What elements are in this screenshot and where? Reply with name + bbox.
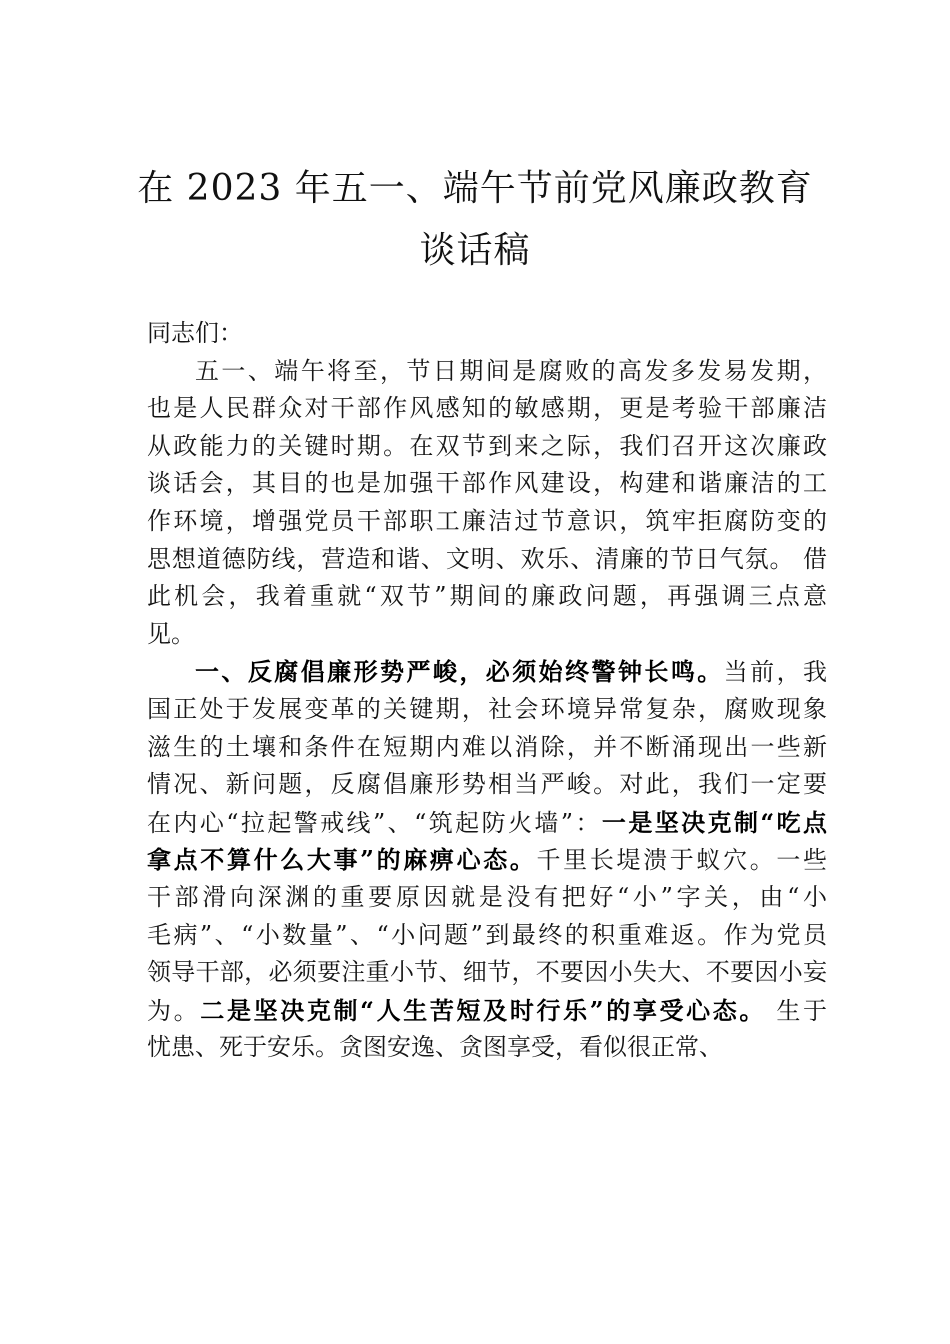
text-segment: 忧患、死于安乐。贪图安逸、贪图享受，看似很正常、 [147,1033,723,1062]
text-line [147,503,827,541]
text-line [147,691,827,729]
text-segment: 情况、新问题，反腐倡廉形势相当严峻。对此，我们一定要 [147,770,827,799]
text-segment: 见。 [147,619,195,648]
text-segment: 为。 [147,996,201,1025]
text-line [147,653,827,691]
text-line [147,390,827,428]
document-body [147,315,827,1067]
text-segment: 毛病”、“小数量”、“小问题”到最终的积重难返。作为党员 [147,920,827,949]
text-line [147,954,827,992]
text-line [147,992,827,1030]
text-line [147,879,827,917]
text-segment: 作环境，增强党员干部职工廉洁过节意识，筑牢拒腐防变的 [147,506,827,535]
text-line [147,428,827,466]
text-segment: 从政能力的关键时期。在双节到来之际，我们召开这次廉政 [147,431,827,460]
text-segment: 千里长堤溃于蚁穴。一些 [536,846,828,875]
speech-text [147,353,827,1067]
text-line [147,917,827,955]
text-segment: 五一、端午将至，节日期间是腐败的高发多发易发期， [195,356,827,385]
document-title-line-1: 在 2023 年五一、端午节前党风廉政教育 [137,168,813,209]
text-segment: 生于 [766,996,827,1025]
text-line [147,353,827,391]
text-line [147,465,827,503]
bold-text-segment: 一、反腐倡廉形势严峻，必须始终警钟长鸣。 [195,657,724,687]
text-segment: 滋生的土壤和条件在短期内难以消除，并不断涌现出一些新 [147,732,827,761]
bold-text-segment: 一是坚决克制“吃点 [601,807,828,837]
document-title-line-2: 谈话稿 [419,230,531,271]
text-segment: 思想道德防线，营造和谐、文明、欢乐、清廉的节日气氛。 借 [147,544,827,573]
text-segment: 此机会，我着重就“双节”期间的廉政问题，再强调三点意 [147,582,827,611]
text-segment: 也是人民群众对干部作风感知的敏感期，更是考验干部廉洁 [147,394,827,423]
salutation: 同志们： [147,319,243,347]
text-segment: 谈话会，其目的也是加强干部作风建设，构建和谐廉洁的工 [147,469,827,498]
bold-text-segment: 拿点不算什么大事”的麻痹心态。 [147,845,537,875]
text-line [147,541,827,579]
text-segment: 干部滑向深渊的重要原因就是没有把好“小”字关，由“小 [147,882,827,911]
text-line [147,578,827,616]
text-line [147,616,827,654]
text-line [147,729,827,767]
text-segment: 国正处于发展变革的关键期，社会环境异常复杂，腐败现象 [147,694,827,723]
text-segment: 在内心“拉起警戒线”、“筑起防火墙”： [147,808,602,837]
text-line [147,804,827,842]
text-line [147,1029,827,1067]
text-line [147,766,827,804]
text-segment: 领导干部，必须要注重小节、细节，不要因小失大、不要因小妄 [147,958,827,987]
text-line [147,841,827,879]
text-segment: 当前，我 [723,658,828,687]
bold-text-segment: 二是坚决克制“人生苦短及时行乐”的享受心态。 [200,995,767,1025]
